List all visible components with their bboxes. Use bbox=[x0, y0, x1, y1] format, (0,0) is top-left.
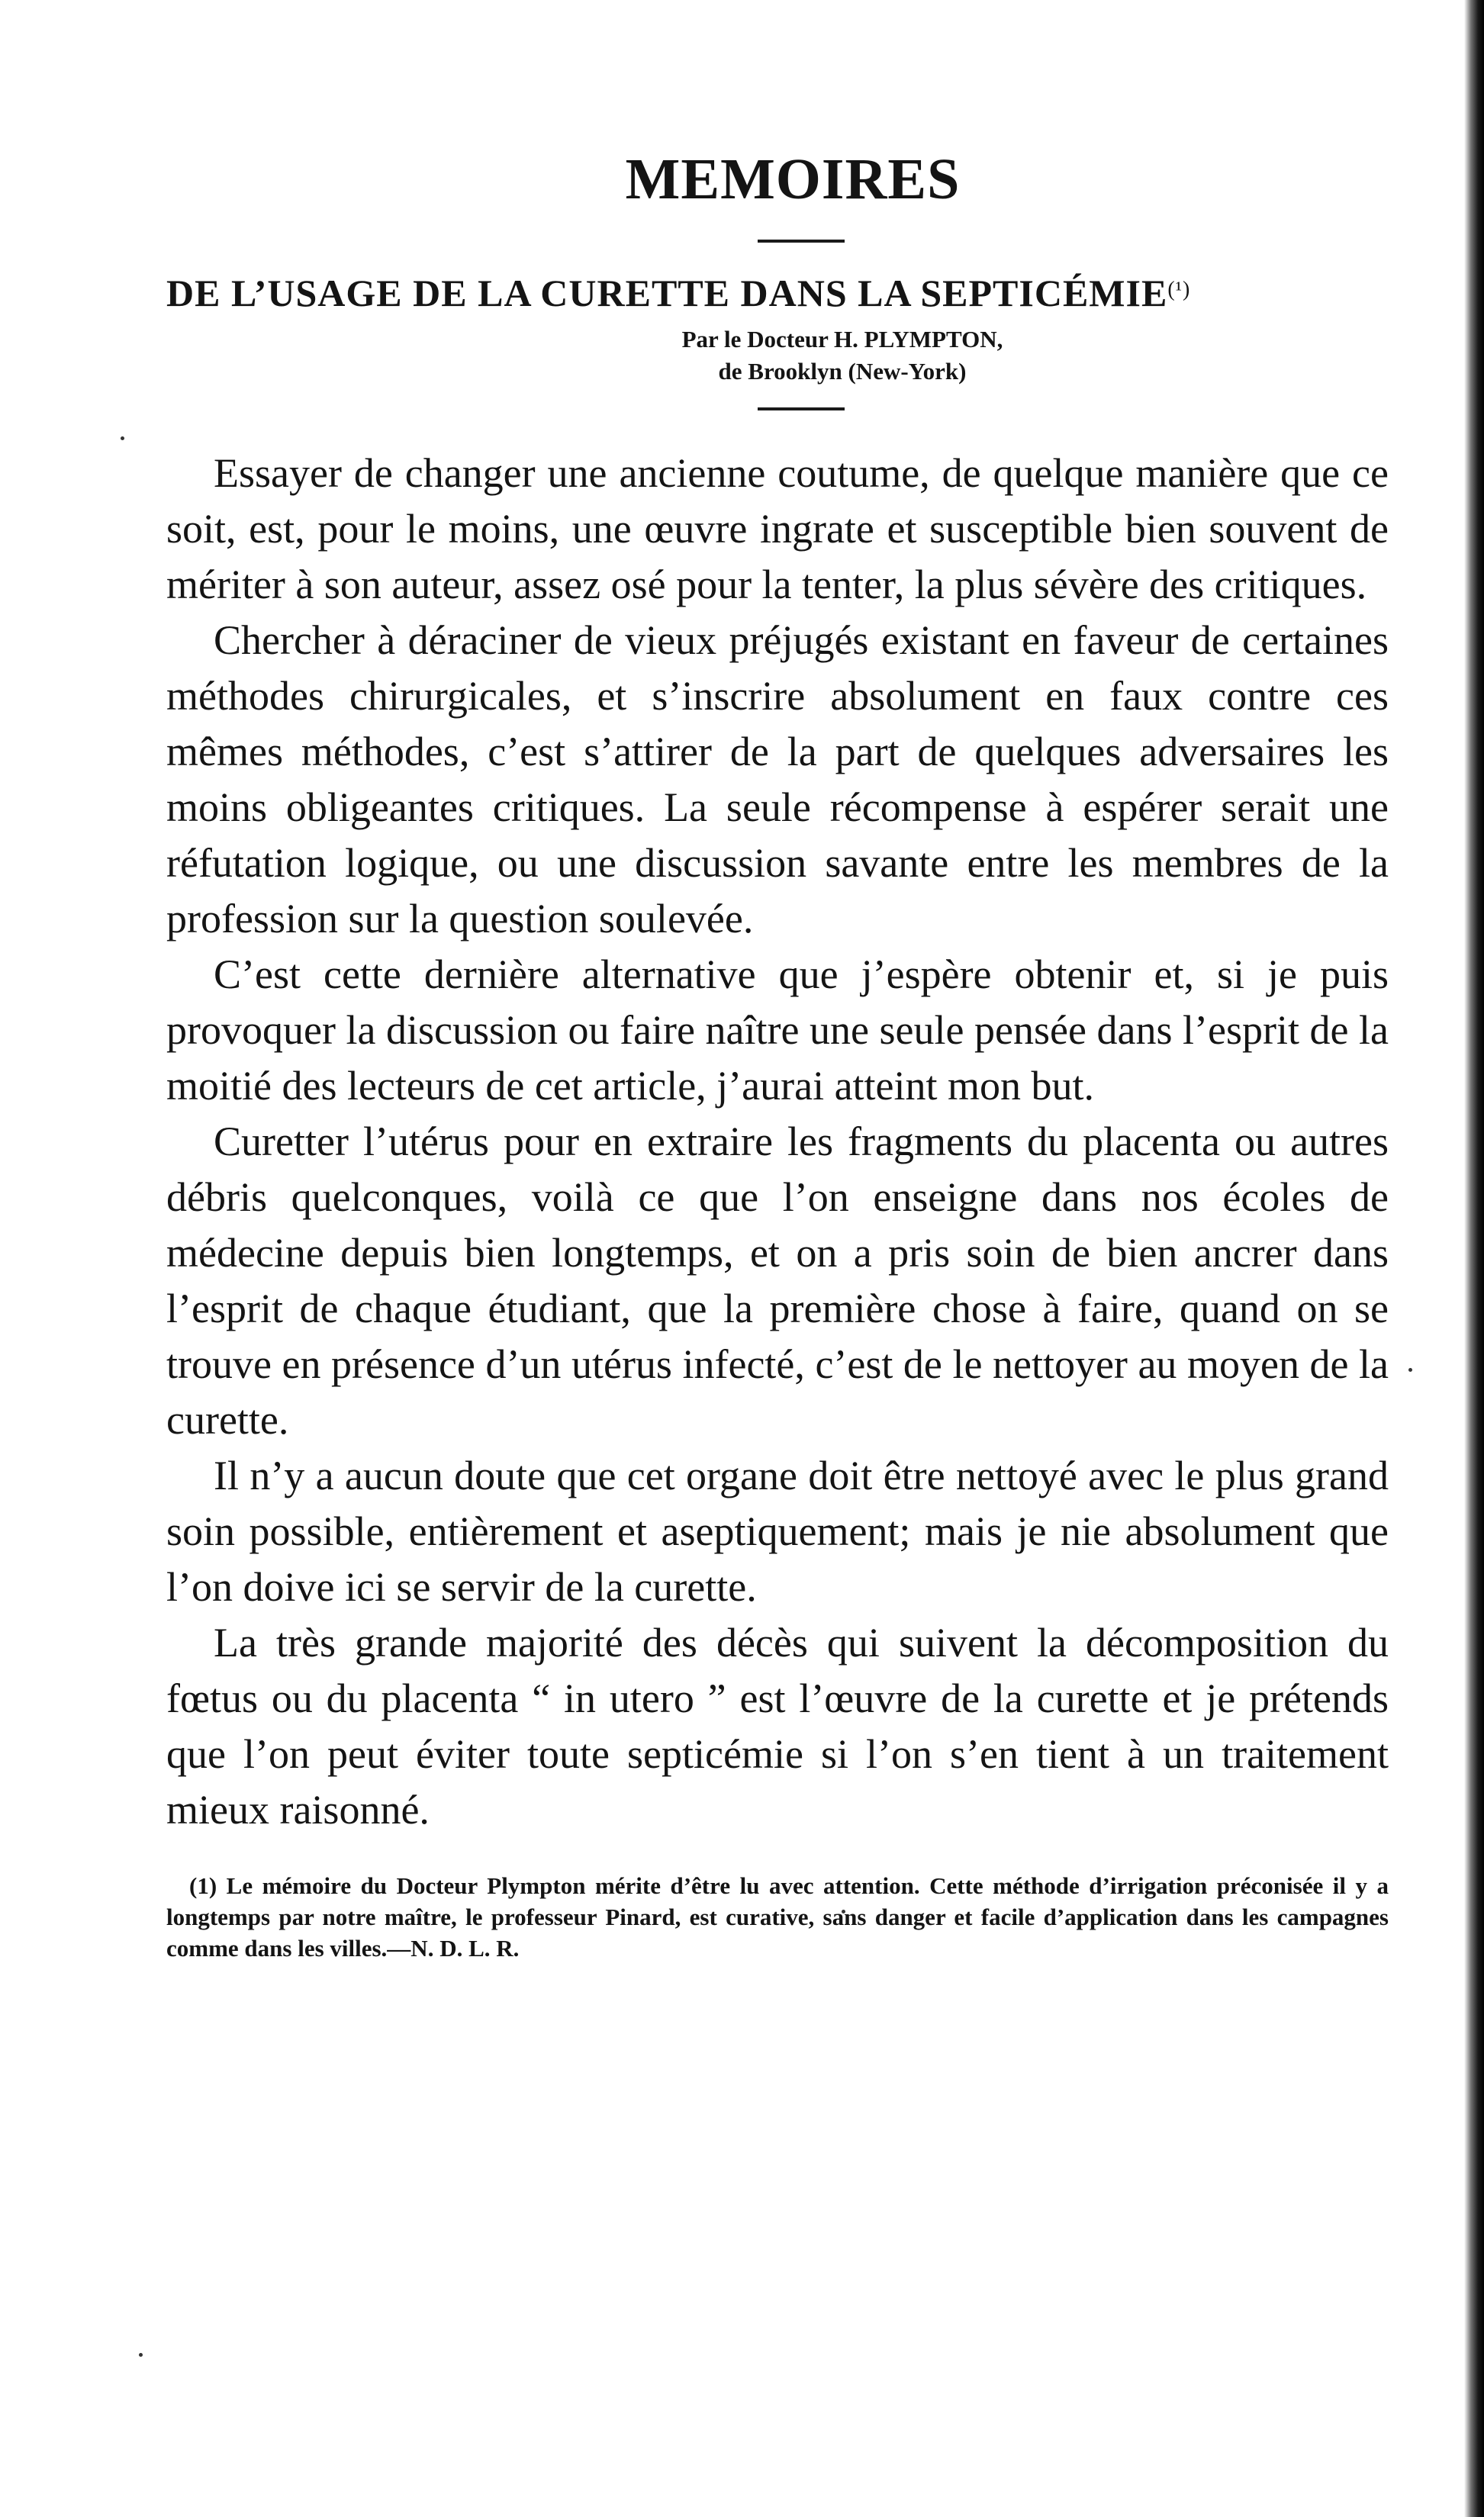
section-heading: MEMOIRES bbox=[625, 147, 961, 211]
paragraph: Il n’y a aucun doute que cet organe doit être nettoyé avec le plus grand soin possible, entièrement et aseptiquement; mais je nie absolument que l’on doive ici se servir de la curette. bbox=[166, 1453, 1389, 1610]
title-rule bbox=[758, 240, 845, 243]
article bbox=[166, 145, 1389, 1964]
paragraph: Chercher à déraciner de vieux préjugés existant en faveur de certaines méthodes chirurgicales, et s’inscrire absolument en faux contre ces mêmes méthodes, c’est s’attirer de la part de quelques adversaires les moins obligeantes critiques. La seule récompense à espérer serait une réfutation logique, ou une discussion savante entre les membres de la profession sur la question soulevée. bbox=[166, 617, 1389, 941]
paragraph: Curetter l’utérus pour en extraire les fragments du placenta ou autres débris quelconques, voilà ce que l’on enseigne dans nos écoles de médecine depuis bien longtemps, et on a pris soin de bien ancrer dans l’esprit de chaque étudiant, que la première chose à faire, quand on se trouve en présence d’un utérus infecté, c’est de le nettoyer au moyen de la curette. bbox=[166, 1118, 1389, 1443]
byline-author: Par le Docteur H. PLYMPTON, bbox=[681, 326, 1003, 352]
paragraph: C’est cette dernière alternative que j’espère obtenir et, si je puis provoquer la discussion ou faire naître une seule pensée dans l’esprit de la moitié des lecteurs de cet article, j’aurai atteint mon but. bbox=[166, 951, 1389, 1109]
page-binding-edge bbox=[1464, 0, 1484, 2517]
byline-rule bbox=[758, 407, 845, 410]
scan-speck bbox=[121, 436, 124, 440]
article-title-line bbox=[166, 270, 1389, 316]
article-title: DE L’USAGE DE LA CURETTE DANS LA SEPTICÉMIE bbox=[166, 272, 1168, 314]
footnote: (1) Le mémoire du Docteur Plympton mérite d’être lu avec attention. Cette méthode d’irrigation préconisée il y a longtemps par notre maître, le professeur Pinard, est curative, sans danger et facile d’application dans les campagnes comme dans les villes.—N. D. L. R. bbox=[166, 1872, 1389, 1962]
article-body bbox=[166, 446, 1389, 1838]
title-note-marker: (¹) bbox=[1167, 278, 1191, 301]
scan-speck bbox=[139, 2353, 143, 2357]
byline-location: de Brooklyn (New-York) bbox=[718, 358, 967, 385]
paragraph: La très grande majorité des décès qui suivent la décomposition du fœtus ou du placenta “ in utero ” est l’œuvre de la curette et je prétends que l’on peut éviter toute septicémie si l’on s’en tient à un traitement mieux raisonné. bbox=[166, 1620, 1389, 1833]
byline bbox=[166, 323, 1389, 388]
scan-speck bbox=[1408, 1368, 1412, 1372]
paragraph: Essayer de changer une ancienne coutume, de quelque manière que ce soit, est, pour le moins, une œuvre ingrate et susceptible bien souvent de mériter à son auteur, assez osé pour la tenter, la plus sévère des critiques. bbox=[166, 450, 1389, 607]
